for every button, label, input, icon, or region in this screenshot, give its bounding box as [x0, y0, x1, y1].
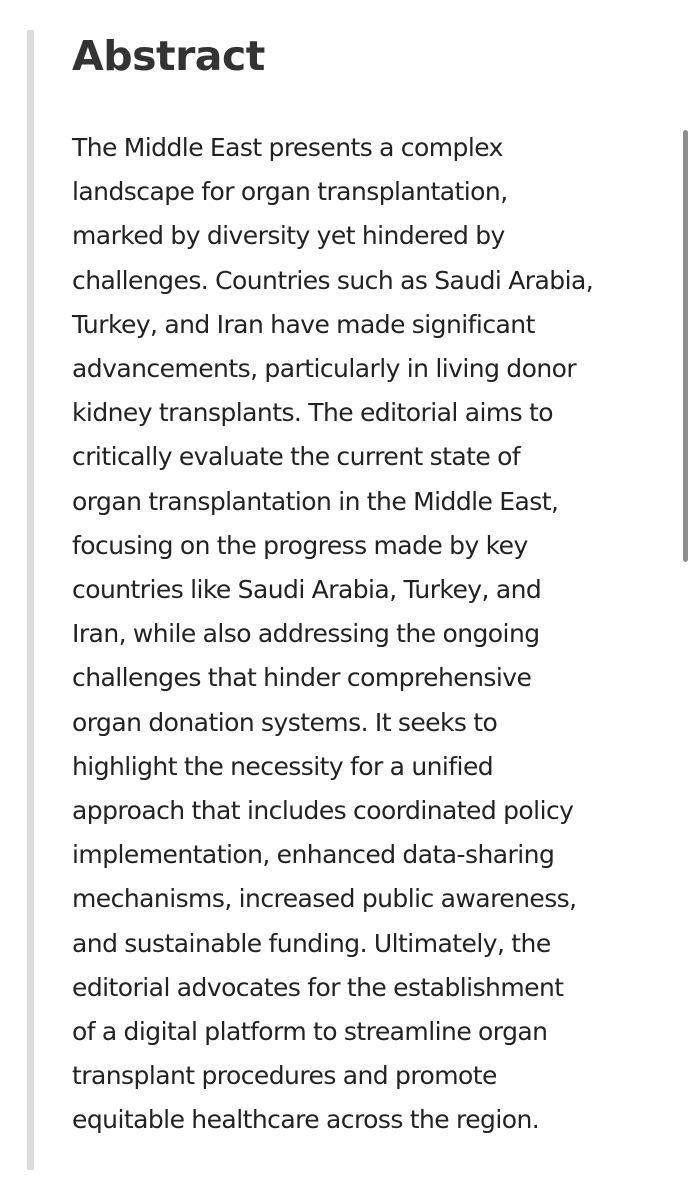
abstract-line: Iran, while also addressing the ongoing	[72, 619, 540, 649]
abstract-line: landscape for organ transplantation,	[72, 177, 508, 207]
abstract-line: organ transplantation in the Middle East,	[72, 486, 559, 516]
abstract-line: of a digital platform to streamline organ	[72, 1017, 548, 1047]
abstract-line: transplant procedures and promote	[72, 1061, 497, 1091]
abstract-body	[72, 126, 672, 1143]
abstract-line: critically evaluate the current state of	[72, 442, 521, 472]
abstract-line: marked by diversity yet hindered by	[72, 221, 505, 251]
abstract-line: challenges that hinder comprehensive	[72, 663, 532, 693]
abstract-line: The Middle East presents a complex	[72, 133, 503, 162]
section-left-border	[27, 30, 34, 1170]
abstract-line: challenges. Countries such as Saudi Arabia,	[72, 265, 594, 295]
abstract-line: organ donation systems. It seeks to	[72, 707, 498, 737]
abstract-heading: Abstract	[72, 32, 265, 80]
scrollbar-thumb[interactable]	[683, 130, 688, 562]
abstract-line: advancements, particularly in living donor	[72, 354, 577, 384]
abstract-line: countries like Saudi Arabia, Turkey, and	[72, 575, 542, 605]
abstract-line: approach that includes coordinated policy	[72, 796, 574, 826]
scrollbar[interactable]	[680, 0, 692, 1200]
abstract-section	[72, 26, 672, 1143]
abstract-line: editorial advocates for the establishment	[72, 972, 564, 1002]
abstract-line: implementation, enhanced data-sharing	[72, 840, 555, 870]
abstract-line: mechanisms, increased public awareness,	[72, 884, 577, 914]
abstract-line: kidney transplants. The editorial aims to	[72, 398, 554, 428]
abstract-line: focusing on the progress made by key	[72, 530, 528, 560]
abstract-line: and sustainable funding. Ultimately, the	[72, 928, 551, 958]
abstract-line: highlight the necessity for a unified	[72, 751, 494, 781]
abstract-line: Turkey, and Iran have made significant	[72, 309, 535, 339]
abstract-line: equitable healthcare across the region.	[72, 1105, 540, 1135]
